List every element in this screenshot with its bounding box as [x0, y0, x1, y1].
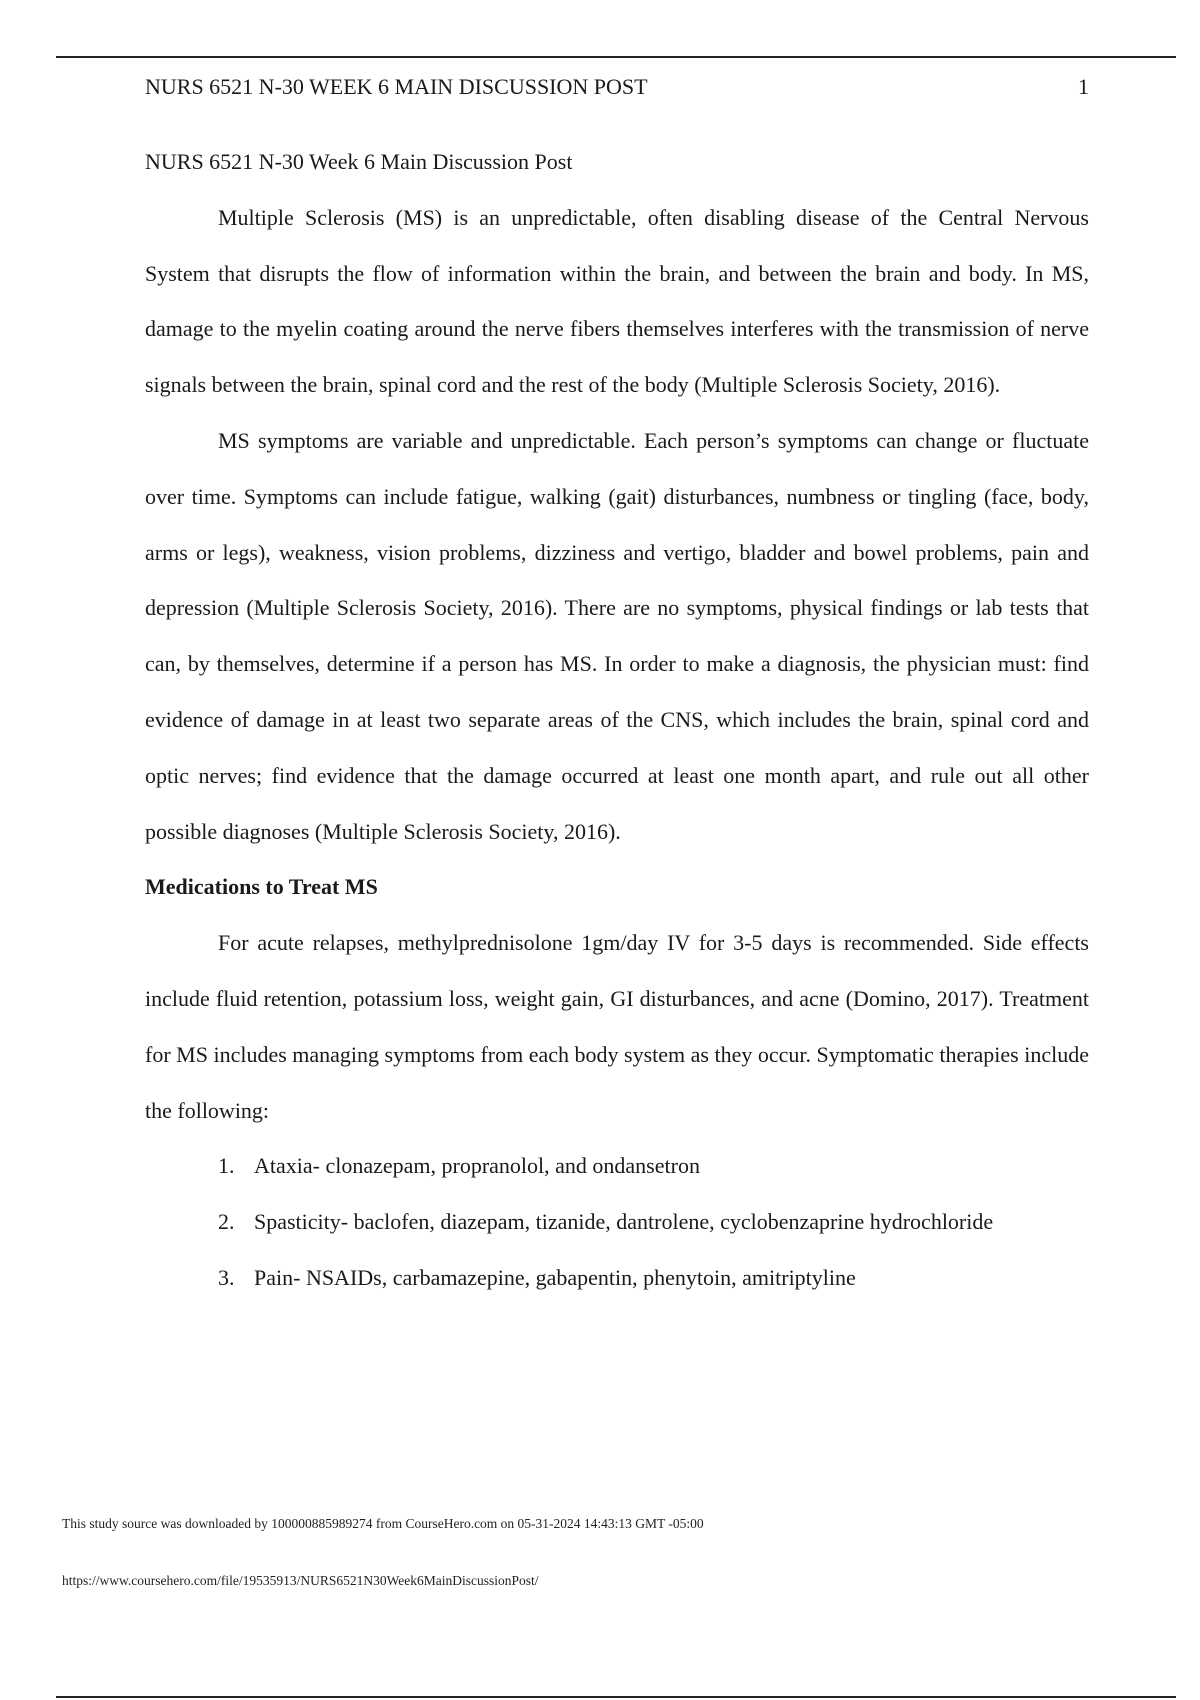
- document-body: [145, 134, 1089, 1306]
- section-heading: Medications to Treat MS: [145, 874, 378, 900]
- running-head-title: NURS 6521 N-30 WEEK 6 MAIN DISCUSSION POST: [145, 74, 648, 99]
- paragraph-ms-symptoms: MS symptoms are variable and unpredictable. Each person’s symptoms can change or fluctuate over time. Symptoms can include fatigue, walking (gait) disturbances, numbness or tingling (face, body, arms or legs), weakness, vision problems, dizziness and vertigo, bladder and bowel problems, pain and depression (Multiple Sclerosis Society, 2016). There are no symptoms, physical findings or lab tests that can, by themselves, determine if a person has MS. In order to make a diagnosis, the physician must: find evidence of damage in at least two separate areas of the CNS, which includes the brain, spinal cord and optic nerves; find evidence that the damage occurred at least one month apart, and rule out all other possible diagnoses (Multiple Sclerosis Society, 2016).: [145, 427, 1089, 844]
- list-item: [145, 1250, 1089, 1306]
- list-item-text: Spasticity- baclofen, diazepam, tizanide, dantrolene, cyclobenzaprine hydrochloride: [254, 1209, 994, 1235]
- running-head: [145, 74, 1089, 104]
- symptomatic-therapy-list: [145, 1138, 1089, 1305]
- list-item-text: Ataxia- clonazepam, propranolol, and ondansetron: [254, 1153, 700, 1179]
- top-rule: [56, 56, 1176, 58]
- source-url: https://www.coursehero.com/file/19535913/NURS6521N30Week6MainDiscussionPost/: [62, 1573, 539, 1588]
- list-item: [145, 1138, 1089, 1194]
- page-number: 1: [1078, 74, 1089, 99]
- list-item: [145, 1194, 1089, 1250]
- list-item-number: 2.: [218, 1209, 235, 1235]
- list-item-text: Pain- NSAIDs, carbamazepine, gabapentin, phenytoin, amitriptyline: [254, 1264, 856, 1290]
- list-item-number: 3.: [218, 1264, 235, 1290]
- list-item-number: 1.: [218, 1153, 235, 1179]
- download-source-notice: This study source was downloaded by 100000885989274 from CourseHero.com on 05-31-2024 14:43:13 GMT -05:00: [62, 1516, 704, 1531]
- bottom-rule: [56, 1696, 1176, 1698]
- paragraph-medications: For acute relapses, methylprednisolone 1gm/day IV for 3-5 days is recommended. Side effects include fluid retention, potassium loss, weight gain, GI disturbances, and acne (Domino, 2017). Treatment for MS includes managing symptoms from each body system as they occur. Symptomatic therapies include the following:: [145, 930, 1089, 1123]
- document-title: NURS 6521 N-30 Week 6 Main Discussion Post: [145, 149, 573, 174]
- paragraph-ms-overview: Multiple Sclerosis (MS) is an unpredictable, often disabling disease of the Central Nervous System that disrupts the flow of information within the brain, and between the brain and body. In MS, damage to the myelin coating around the nerve fibers themselves interferes with the transmission of nerve signals between the brain, spinal cord and the rest of the body (Multiple Sclerosis Society, 2016).: [145, 204, 1089, 398]
